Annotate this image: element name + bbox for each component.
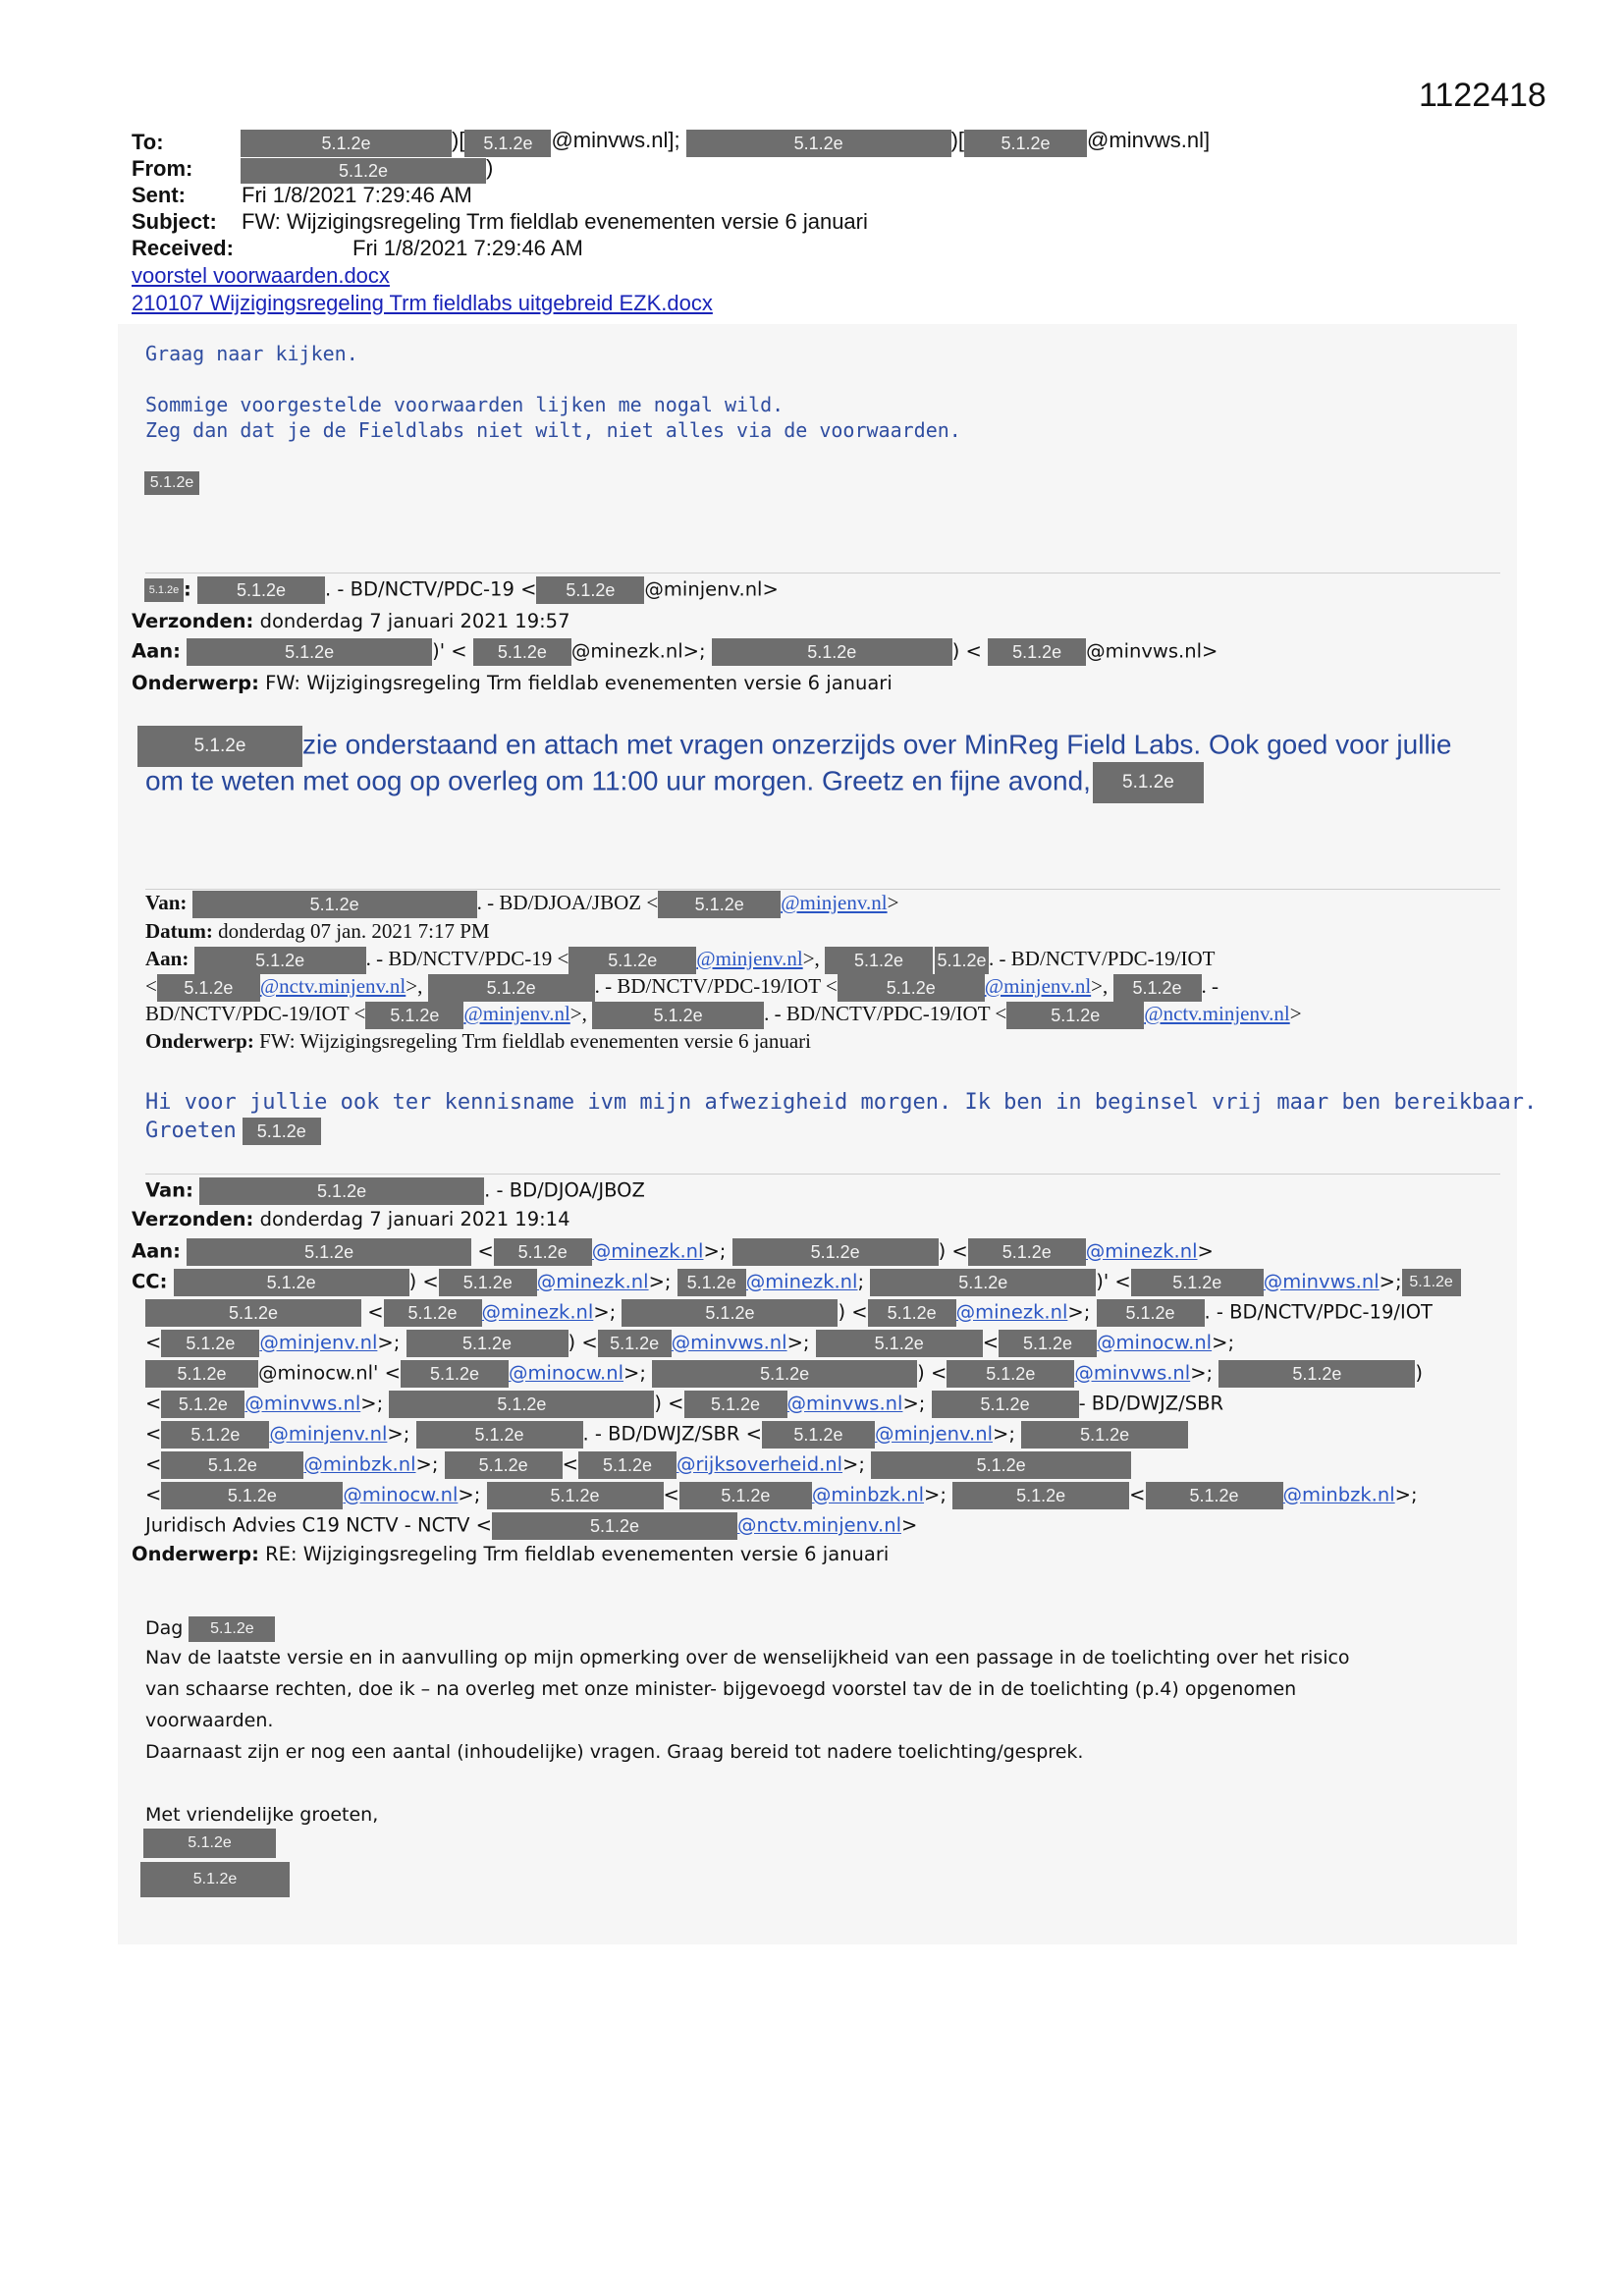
header-received-row: [132, 236, 583, 261]
msg4-cc-row: < 5.1.2e @minocw.nl>; 5.1.2e < 5.1.2e @minbzk.nl>; 5.1.2e < 5.1.2e @minbzk.nl>;: [145, 1482, 1418, 1509]
msg4-greeting: Dag 5.1.2e: [145, 1613, 275, 1644]
redaction: 5.1.2e: [870, 1269, 1096, 1296]
redaction: 5.1.2e: [145, 1360, 258, 1388]
redaction: 5.1.2e: [174, 1269, 409, 1296]
from-sender: 5.1.2e ): [241, 155, 493, 184]
redaction: 5.1.2e: [679, 1482, 812, 1509]
redaction: 5.1.2e: [401, 1360, 509, 1388]
to-recipients: 5.1.2e )[ 5.1.2e @minvws.nl]; 5.1.2e )[ 5.1.2e @minvws.nl]: [241, 128, 1210, 157]
msg2-body-line: om te weten met oog op overleg om 11:00 uur morgen. Greetz en fijne avond, 5.1.2e: [145, 762, 1204, 803]
redaction: 5.1.2e: [194, 947, 366, 974]
redaction: 5.1.2e: [161, 1391, 244, 1418]
redaction: 5.1.2e: [712, 638, 952, 666]
sent-value: Fri 1/8/2021 7:29:46 AM: [242, 183, 472, 207]
redaction: 5.1.2e: [825, 947, 933, 974]
msg3-to-row-1: Aan: 5.1.2e . - BD/NCTV/PDC-19 < 5.1.2e @minjenv.nl>, 5.1.2e 5.1.2e . - BD/NCTV/PDC-19/IOT: [145, 947, 1215, 974]
redaction: 5.1.2e: [406, 1330, 568, 1357]
attachment-link[interactable]: 210107 Wijzigingsregeling Trm fieldlabs uitgebreid EZK.docx: [132, 291, 713, 315]
msg4-cc-row: < 5.1.2e @minvws.nl>; 5.1.2e ) < 5.1.2e @minvws.nl>; 5.1.2e - BD/DWJZ/SBR: [145, 1391, 1223, 1418]
redaction: 5.1.2e: [145, 1299, 361, 1327]
redaction: 5.1.2e: [384, 1299, 482, 1327]
header-sent-row: [132, 183, 472, 208]
msg1-line: Sommige voorgestelde voorwaarden lijken me nogal wild.: [145, 393, 785, 416]
to-label: To:: [132, 130, 164, 154]
msg3-date-row: Datum: donderdag 07 jan. 2021 7:17 PM: [145, 919, 490, 943]
msg4-sent-row: Verzonden: donderdag 7 januari 2021 19:14: [132, 1208, 570, 1230]
msg3-subject-row: Onderwerp: FW: Wijzigingsregeling Trm fieldlab evenementen versie 6 januari: [145, 1029, 812, 1053]
sent-label: Sent:: [132, 183, 186, 207]
redaction: 5.1.2e: [868, 1299, 956, 1327]
redaction: 5.1.2e: [494, 1238, 592, 1266]
redaction: 5.1.2e: [686, 130, 951, 157]
attachment-link[interactable]: voorstel voorwaarden.docx: [132, 263, 390, 288]
redaction: 5.1.2e: [536, 576, 644, 604]
redaction: 5.1.2e: [658, 891, 781, 918]
redaction: 5.1.2e: [137, 726, 302, 767]
redaction: 5.1.2e: [1218, 1360, 1415, 1388]
message-separator: [145, 1174, 1500, 1175]
redaction: 5.1.2e: [1097, 1299, 1205, 1327]
msg2-to-row: Aan: 5.1.2e )' < 5.1.2e @minezk.nl>; 5.1.2e ) < 5.1.2e @minvws.nl>: [132, 638, 1218, 666]
msg2-sent-row: Verzonden: donderdag 7 januari 2021 19:57: [132, 610, 570, 632]
redaction: 5.1.2e: [947, 1360, 1074, 1388]
redaction: 5.1.2e: [622, 1299, 838, 1327]
redaction: 5.1.2e: [389, 1391, 654, 1418]
redaction: 5.1.2e: [871, 1451, 1131, 1479]
received-value: Fri 1/8/2021 7:29:46 AM: [352, 236, 583, 260]
msg4-subject-row: Onderwerp: RE: Wijzigingsregeling Trm fieldlab evenementen versie 6 januari: [132, 1543, 890, 1565]
redaction: 5.1.2e: [1146, 1482, 1283, 1509]
msg4-body-line: Nav de laatste versie en in aanvulling op mijn opmerking over de wenselijkheid van een passage in de toelichting over het risico: [145, 1647, 1350, 1668]
msg4-cc-row: 5.1.2e @minocw.nl' < 5.1.2e @minocw.nl>; 5.1.2e ) < 5.1.2e @minvws.nl>; 5.1.2e ): [145, 1360, 1423, 1388]
msg4-body-line: van schaarse rechten, doe ik – na overleg met onze minister- bijgevoegd voorstel tav de in de toelichting (p.4) opgenomen: [145, 1678, 1297, 1700]
redaction: 5.1.2e: [199, 1177, 484, 1205]
redaction: 5.1.2e: [952, 1482, 1129, 1509]
redaction: 5.1.2e: [161, 1421, 269, 1449]
redaction: 5.1.2e: [999, 1330, 1097, 1357]
redaction: 5.1.2e: [652, 1360, 917, 1388]
msg3-to-row-2: < 5.1.2e @nctv.minjenv.nl>, 5.1.2e . - BD/NCTV/PDC-19/IOT < 5.1.2e @minjenv.nl>, 5.1.2e . -: [145, 974, 1218, 1002]
msg2-from-row: 5.1.2e : 5.1.2e . - BD/NCTV/PDC-19 < 5.1.2e @minjenv.nl>: [144, 576, 779, 604]
redaction: 5.1.2e: [932, 1391, 1079, 1418]
msg4-body-line: voorwaarden.: [145, 1710, 274, 1731]
from-label: From:: [132, 156, 193, 181]
redaction: 5.1.2e: [365, 1002, 463, 1029]
redaction: 5.1.2e: [1021, 1421, 1188, 1449]
msg1-line: Zeg dan dat je de Fieldlabs niet wilt, niet alles via de voorwaarden.: [145, 418, 961, 442]
redaction: 5.1.2e: [140, 1862, 290, 1897]
msg3-from-row: Van: 5.1.2e . - BD/DJOA/JBOZ < 5.1.2e @minjenv.nl>: [145, 891, 898, 918]
redaction: 5.1.2e: [143, 1829, 276, 1858]
msg4-cc-row: < 5.1.2e @minjenv.nl>; 5.1.2e . - BD/DWJZ/SBR < 5.1.2e @minjenv.nl>; 5.1.2e: [145, 1421, 1188, 1449]
redaction: 5.1.2e: [935, 947, 989, 974]
redaction: 5.1.2e: [439, 1269, 537, 1296]
msg2-subject-row: Onderwerp: FW: Wijzigingsregeling Trm fieldlab evenementen versie 6 januari: [132, 672, 893, 694]
redaction: 5.1.2e: [1113, 974, 1202, 1002]
msg4-cc-row: 5.1.2e < 5.1.2e @minezk.nl>; 5.1.2e ) < 5.1.2e @minezk.nl>; 5.1.2e . - BD/NCTV/PDC-19/IOT: [145, 1299, 1433, 1327]
msg4-cc-row: < 5.1.2e @minjenv.nl>; 5.1.2e ) < 5.1.2e @minvws.nl>; 5.1.2e < 5.1.2e @minocw.nl>;: [145, 1330, 1234, 1357]
redaction: 5.1.2e: [197, 576, 325, 604]
redaction: 5.1.2e: [161, 1451, 303, 1479]
redaction: 5.1.2e: [732, 1238, 939, 1266]
redaction: 5.1.2e: [988, 638, 1086, 666]
msg3-body-line: Hi voor jullie ook ter kennisname ivm mijn afwezigheid morgen. Ik ben in beginsel vrij maar ben bereikbaar.: [145, 1090, 1538, 1115]
redaction: 5.1.2e: [445, 1451, 563, 1479]
redaction: 5.1.2e: [144, 471, 199, 495]
msg4-cc-row: Juridisch Advies C19 NCTV - NCTV < 5.1.2e @nctv.minjenv.nl>: [145, 1512, 917, 1540]
msg4-from-row: Van: 5.1.2e . - BD/DJOA/JBOZ: [145, 1177, 645, 1205]
subject-value: FW: Wijzigingsregeling Trm fieldlab evenementen versie 6 januari: [242, 209, 868, 234]
redaction: 5.1.2e: [161, 1482, 343, 1509]
redaction: 5.1.2e: [592, 1002, 764, 1029]
subject-label: Subject:: [132, 209, 217, 234]
redaction: 5.1.2e: [416, 1421, 583, 1449]
redaction: 5.1.2e: [684, 1391, 787, 1418]
redaction: 5.1.2e: [241, 130, 452, 157]
header-from-row: [132, 156, 192, 182]
redaction: 5.1.2e: [677, 1269, 746, 1296]
redaction: 5.1.2e: [187, 638, 432, 666]
redaction: 5.1.2e: [964, 130, 1087, 157]
redaction: 5.1.2e: [161, 1330, 259, 1357]
msg3-to-row-3: BD/NCTV/PDC-19/IOT < 5.1.2e @minjenv.nl>, 5.1.2e . - BD/NCTV/PDC-19/IOT < 5.1.2e @nctv.minjenv.nl>: [145, 1002, 1302, 1029]
redaction: 5.1.2e: [157, 974, 260, 1002]
redaction: 5.1.2e: [568, 947, 696, 974]
msg3-body-line: Groeten 5.1.2e: [145, 1118, 321, 1145]
redaction: 5.1.2e: [598, 1330, 672, 1357]
msg4-body-line: Daarnaast zijn er nog een aantal (inhoudelijke) vragen. Graag bereid tot nadere toelichting/gesprek.: [145, 1741, 1084, 1763]
redaction: 5.1.2e: [189, 1616, 275, 1642]
message-separator: [145, 573, 1500, 574]
document-id: 1122418: [1419, 77, 1546, 114]
redaction: 5.1.2e: [1131, 1269, 1264, 1296]
redaction: 5.1.2e: [838, 974, 985, 1002]
received-label: Received:: [132, 236, 234, 260]
message-separator: [145, 889, 1500, 890]
redaction: 5.1.2e: [968, 1238, 1086, 1266]
redaction: 5.1.2e: [487, 1482, 664, 1509]
msg4-closing: Met vriendelijke groeten,: [145, 1804, 379, 1826]
msg4-to-row: Aan: 5.1.2e < 5.1.2e @minezk.nl>; 5.1.2e ) < 5.1.2e @minezk.nl>: [132, 1238, 1214, 1266]
redaction: 5.1.2e: [762, 1421, 875, 1449]
redaction: 5.1.2e: [428, 974, 595, 1002]
redaction: 5.1.2e: [187, 1238, 471, 1266]
redaction: 5.1.2e: [1006, 1002, 1144, 1029]
redaction: 5.1.2e: [492, 1512, 737, 1540]
redaction: 5.1.2e: [578, 1451, 677, 1479]
redaction: 5.1.2e: [192, 891, 477, 918]
msg4-cc-row: CC: 5.1.2e ) < 5.1.2e @minezk.nl>; 5.1.2e @minezk.nl; 5.1.2e )' < 5.1.2e @minvws.nl>; 5.1.2e: [132, 1269, 1461, 1296]
redaction: 5.1.2e: [144, 578, 184, 602]
redaction: 5.1.2e: [816, 1330, 983, 1357]
header-subject-row: [132, 209, 868, 235]
redaction: 5.1.2e: [243, 1118, 321, 1145]
redaction: 5.1.2e: [1402, 1269, 1461, 1296]
redaction: 5.1.2e: [1093, 762, 1204, 803]
msg1-line: Graag naar kijken.: [145, 342, 358, 365]
redaction: 5.1.2e: [464, 130, 551, 157]
msg4-cc-row: < 5.1.2e @minbzk.nl>; 5.1.2e < 5.1.2e @rijksoverheid.nl>; 5.1.2e: [145, 1451, 1131, 1479]
header-to-row: [132, 130, 164, 155]
msg2-body-line: 5.1.2e zie onderstaand en attach met vragen onzerzijds over MinReg Field Labs. Ook goed voor jullie: [137, 726, 1451, 767]
redaction: 5.1.2e: [473, 638, 571, 666]
redaction: 5.1.2e: [241, 158, 486, 184]
